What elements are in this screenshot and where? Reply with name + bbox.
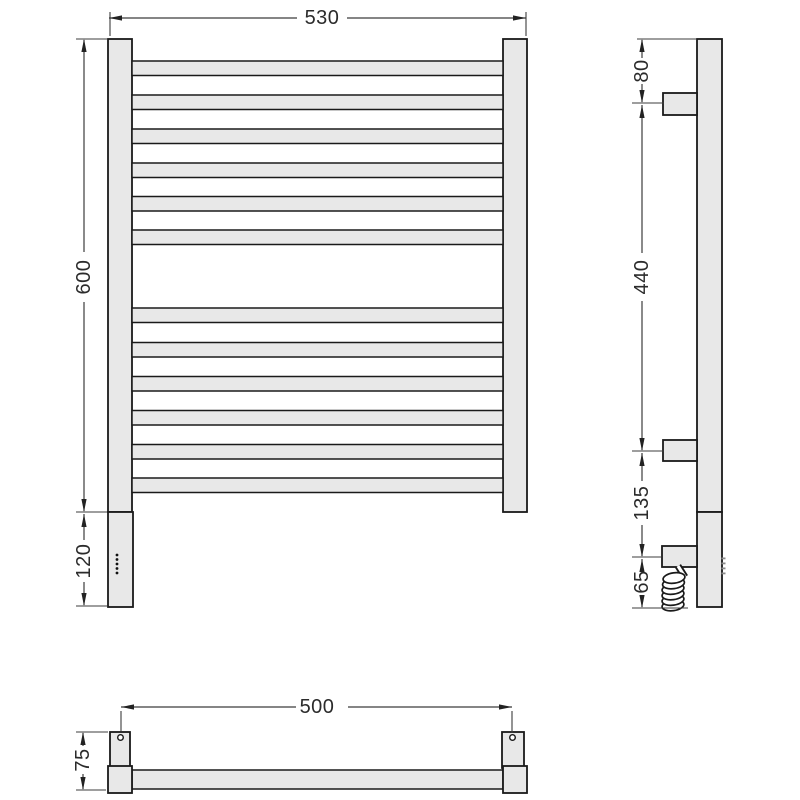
- dim-label-plan-hole-centers: 500: [299, 696, 335, 718]
- dim-label-plan-depth: 75: [72, 748, 94, 772]
- rail-bar: [132, 411, 503, 426]
- arrow-up-icon: [81, 39, 86, 52]
- front-right-post: [503, 39, 527, 512]
- arrow-up-icon: [81, 514, 86, 527]
- rail-bar: [132, 478, 503, 493]
- plan-rail-tube: [132, 770, 503, 789]
- arrow-down-icon: [81, 499, 86, 512]
- front-heater-housing: [108, 512, 133, 607]
- arrow-up-icon: [639, 39, 644, 52]
- arrow-up-icon: [639, 559, 644, 572]
- arrow-left-icon: [121, 704, 134, 709]
- side-heater-housing: [697, 512, 722, 607]
- dim-label-front-width: 530: [304, 7, 340, 29]
- dimension-plan-depth: [72, 732, 108, 790]
- mount-hole-left-icon: [118, 735, 124, 741]
- dim-label-side-bracket-span: 440: [631, 259, 653, 295]
- dim-label-side-top-offset: 80: [631, 59, 653, 83]
- dimension-heater-height: [73, 514, 107, 606]
- arrow-right-icon: [513, 15, 526, 20]
- plan-left-cap: [108, 766, 132, 793]
- mount-hole-right-icon: [510, 735, 516, 741]
- wall-bracket-top: [663, 93, 697, 115]
- dimension-side-lower-span: [631, 453, 661, 557]
- arrow-down-icon: [80, 777, 85, 790]
- arrow-right-icon: [499, 704, 512, 709]
- dim-label-side-lower-span: 135: [631, 485, 653, 521]
- rail-bar: [132, 343, 503, 358]
- rail-bar: [132, 197, 503, 212]
- side-post: [697, 39, 722, 512]
- coiled-cable-icon: [661, 566, 685, 612]
- arrow-down-icon: [639, 595, 644, 608]
- arrow-down-icon: [639, 544, 644, 557]
- dimension-front-height: [73, 39, 107, 512]
- arrow-up-icon: [80, 732, 85, 745]
- dimension-front-width: [109, 7, 526, 36]
- dim-label-side-cable-drop: 65: [631, 570, 653, 594]
- front-left-post: [108, 39, 132, 512]
- rail-bar: [132, 163, 503, 178]
- arrow-down-icon: [639, 438, 644, 451]
- dim-label-heater-height: 120: [73, 543, 95, 579]
- dim-label-front-height: 600: [73, 259, 95, 295]
- dimension-plan-hole-centers: [121, 696, 512, 733]
- wall-bracket-bottom: [662, 546, 697, 567]
- rail-bar: [132, 230, 503, 245]
- arrow-left-icon: [109, 15, 122, 20]
- rail-bar: [132, 308, 503, 323]
- rail-bar: [132, 445, 503, 460]
- front-view: [73, 7, 527, 607]
- dimension-side-bracket-span: [631, 105, 664, 451]
- rail-bar: [132, 61, 503, 76]
- arrow-up-icon: [639, 453, 644, 466]
- rail-bar: [132, 377, 503, 392]
- wall-bracket-middle: [663, 440, 697, 461]
- rail-bar: [132, 129, 503, 144]
- rail-bar: [132, 95, 503, 110]
- plan-right-cap: [503, 766, 527, 793]
- arrow-down-icon: [81, 593, 86, 606]
- plan-view: [72, 696, 527, 793]
- side-view: [631, 39, 726, 612]
- arrow-up-icon: [639, 105, 644, 118]
- arrow-down-icon: [639, 90, 644, 103]
